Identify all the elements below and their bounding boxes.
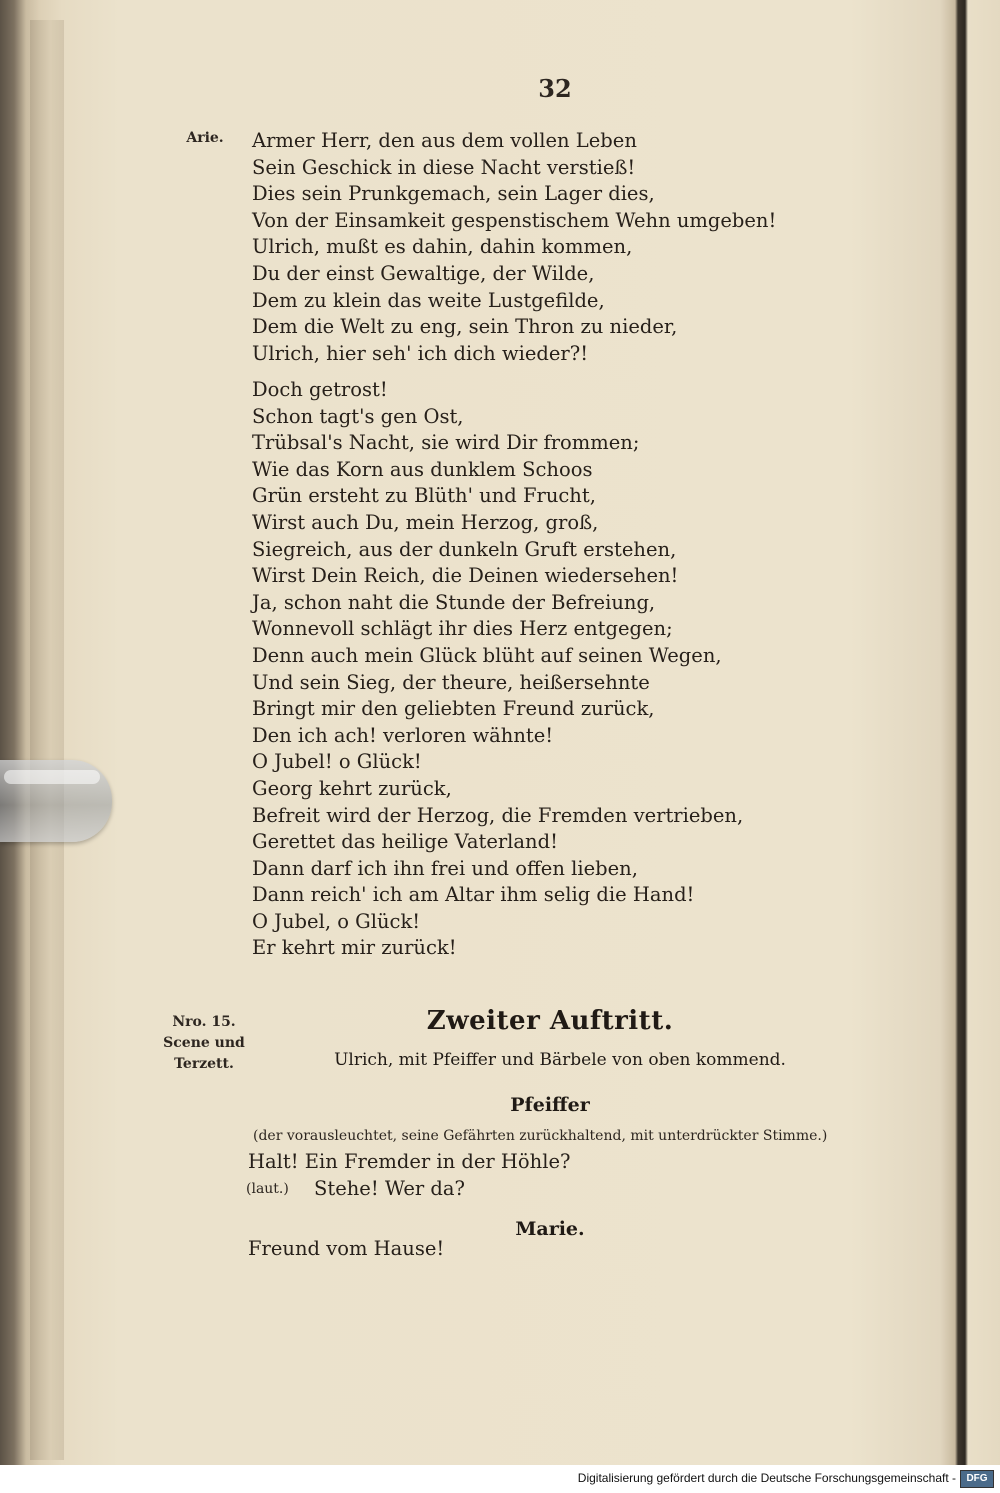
verse-line: Wirst auch Du, mein Herzog, groß, (252, 510, 599, 534)
verse-line: Denn auch mein Glück blüht auf seinen Wegen, (252, 643, 722, 667)
stage-direction: (der vorausleuchtet, seine Gefährten zurückhaltend, mit unterdrückter Stimme.) (253, 1128, 828, 1144)
aria-verse-stanza-1 (252, 128, 776, 367)
verse-line: Wirst Dein Reich, die Deinen wiedersehen! (252, 564, 679, 588)
scene-description: Ulrich, mit Pfeiffer und Bärbele von oben kommend. (334, 1050, 786, 1070)
verse-line: Befreit wird der Herzog, die Fremden vertrieben, (252, 803, 744, 827)
verse-line: Dem zu klein das weite Lustgefilde, (252, 288, 605, 312)
verse-line: Wie das Korn aus dunklem Schoos (252, 457, 593, 481)
footer-bar (0, 1465, 1000, 1493)
verse-line: Und sein Sieg, der theure, heißersehnte (252, 670, 650, 694)
verse-line: Dem die Welt zu eng, sein Thron zu nieder, (252, 315, 678, 339)
speaker-pfeiffer: Pfeiffer (510, 1094, 590, 1116)
verse-line: Dann reich' ich am Altar ihm selig die Hand! (252, 883, 695, 907)
verse-line: O Jubel, o Glück! (252, 909, 421, 933)
verse-line: Du der einst Gewaltige, der Wilde, (252, 261, 595, 285)
margin-note-number (158, 1012, 250, 1075)
dialogue-line: Freund vom Hause! (248, 1237, 445, 1260)
verse-line: Armer Herr, den aus dem vollen Leben (252, 129, 637, 152)
dialogue-line: Stehe! Wer da? (314, 1177, 465, 1200)
page-clip (0, 760, 112, 842)
verse-line: Doch getrost! (252, 378, 388, 401)
verse-line: Grün ersteht zu Blüth' und Frucht, (252, 484, 596, 508)
verse-line: Wonnevoll schlägt ihr dies Herz entgegen; (252, 617, 673, 641)
verse-line: Siegreich, aus der dunkeln Gruft erstehen, (252, 537, 677, 561)
margin-note-line: Terzett. (174, 1056, 234, 1072)
digitization-credit: Digitalisierung gefördert durch die Deutsche Forschungsgemeinschaft - (577, 1471, 956, 1485)
dialogue-line: Halt! Ein Fremder in der Höhle? (248, 1150, 571, 1173)
dfg-logo: DFG (960, 1470, 994, 1488)
scene-title: Zweiter Auftritt. (426, 1006, 674, 1036)
verse-line: Dies sein Prunkgemach, sein Lager dies, (252, 182, 655, 206)
verse-line: Bringt mir den geliebten Freund zurück, (252, 697, 655, 721)
verse-line: Ulrich, hier seh' ich dich wieder?! (252, 341, 589, 365)
margin-note-arie: Arie. (186, 130, 224, 146)
verse-line: Ulrich, mußt es dahin, dahin kommen, (252, 235, 633, 259)
speaker-marie: Marie. (515, 1218, 585, 1240)
verse-line: Trübsal's Nacht, sie wird Dir frommen; (252, 431, 640, 455)
page-number: 32 (538, 74, 572, 103)
verse-line: Gerettet das heilige Vaterland! (252, 830, 558, 854)
verse-line: Dann darf ich ihn frei und offen lieben, (252, 856, 638, 880)
verse-line: Georg kehrt zurück, (252, 776, 452, 800)
aria-verse-stanza-2 (252, 377, 743, 962)
verse-line: Den ich ach! verloren wähnte! (252, 723, 554, 747)
verse-line: Von der Einsamkeit gespenstischem Wehn umgeben! (252, 208, 777, 232)
stage-direction-laut: (laut.) (246, 1181, 289, 1197)
verse-line: Schon tagt's gen Ost, (252, 404, 464, 428)
margin-note-line: Scene und (163, 1035, 245, 1051)
verse-line: Sein Geschick in diese Nacht verstieß! (252, 155, 636, 179)
margin-note-line: Nro. 15. (172, 1014, 236, 1030)
verse-line: Ja, schon naht die Stunde der Befreiung, (252, 590, 656, 614)
book-page-edge (30, 20, 64, 1460)
verse-line: Er kehrt mir zurück! (252, 936, 457, 960)
verse-line: O Jubel! o Glück! (252, 750, 422, 774)
